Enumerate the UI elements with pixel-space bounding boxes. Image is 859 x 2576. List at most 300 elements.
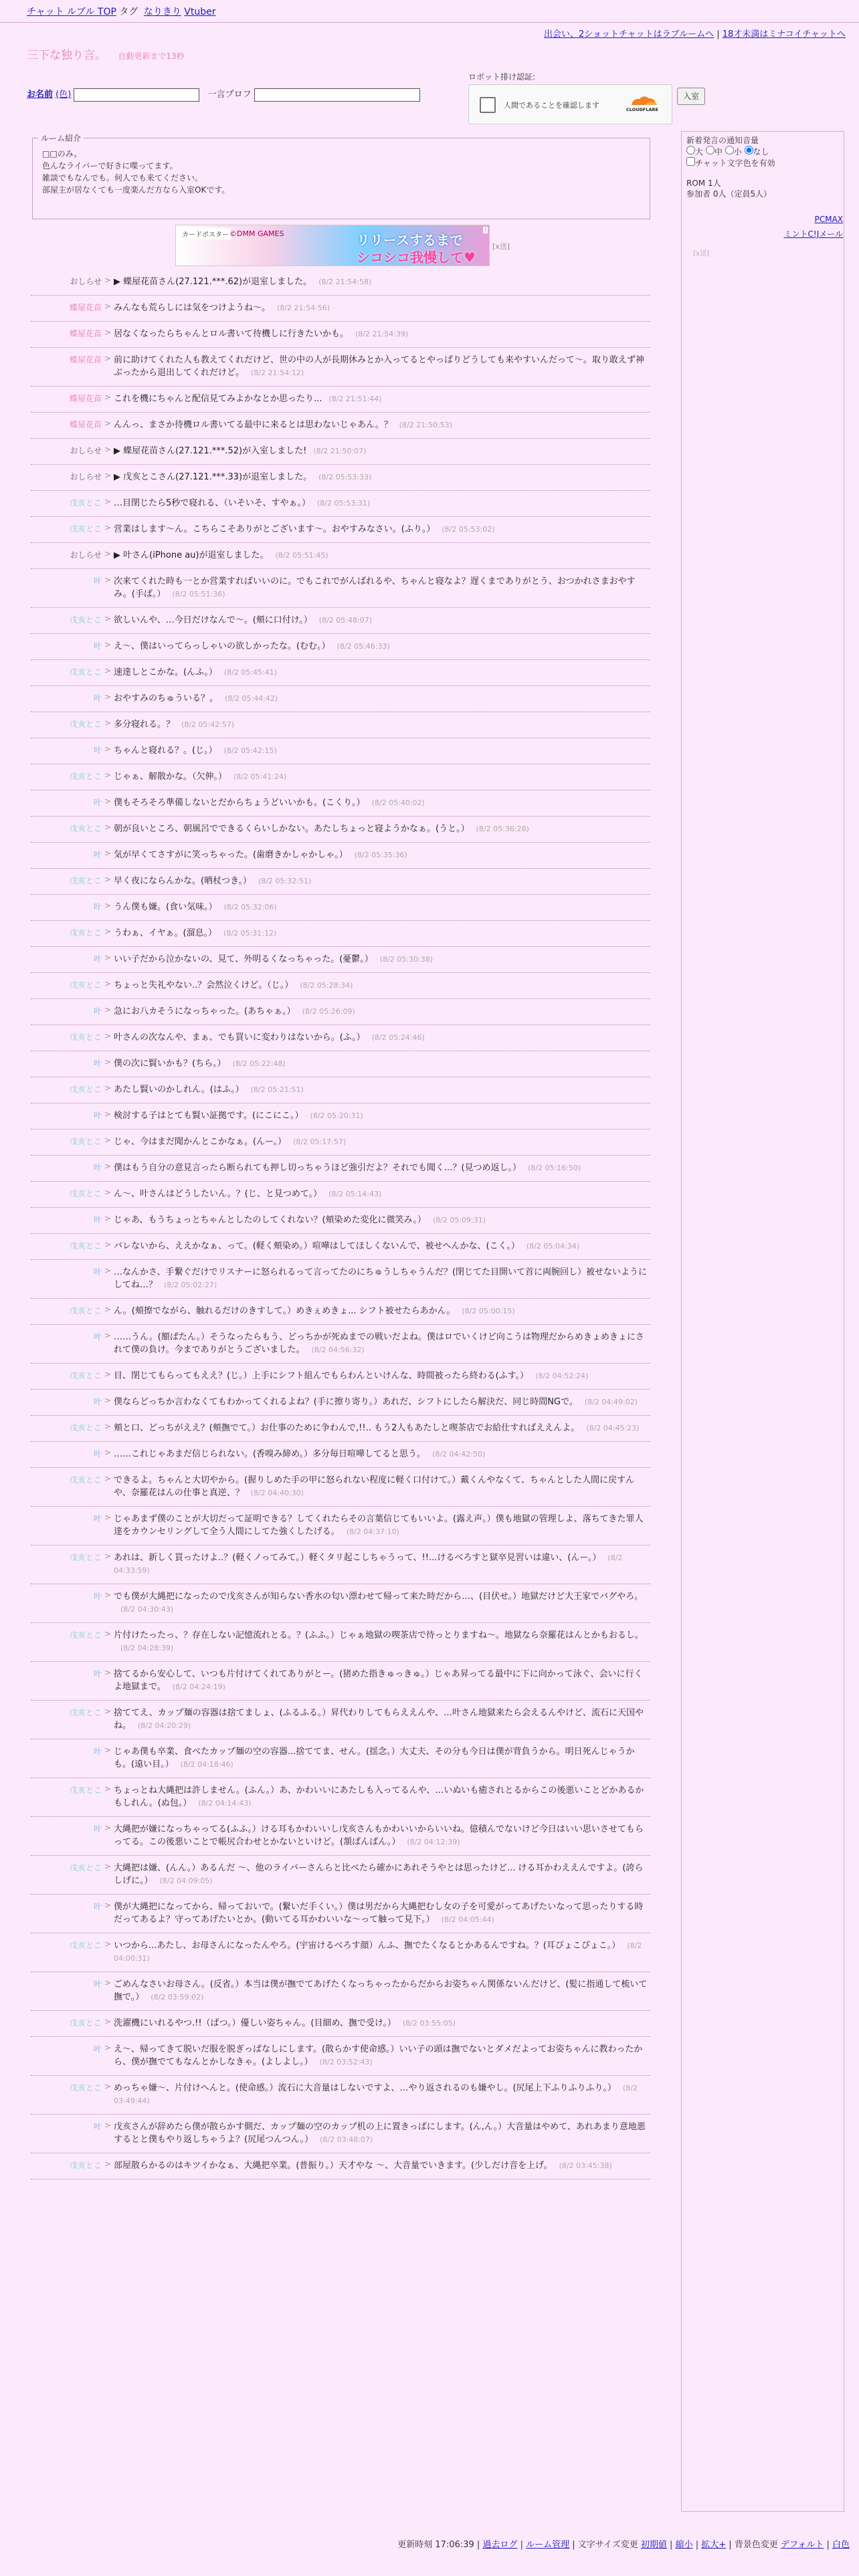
chat-timestamp: (8/2 04:42:50) xyxy=(432,1450,486,1459)
chat-text: ん～、叶さんはどうしたいん。？(じ、と見つめて。） xyxy=(114,1189,322,1199)
chat-text: 目、閉じてもらってもええ？(じ。）上手にシフト組んでもらわんといけんな、時間被ったら終わる(ふす。） xyxy=(114,1371,529,1381)
chat-separator: > xyxy=(104,901,112,910)
chat-row xyxy=(31,491,650,517)
chat-timestamp: (8/2 04:20:29) xyxy=(138,1721,191,1730)
chat-timestamp: (8/2 05:16:50) xyxy=(527,1164,581,1172)
chat-separator: > xyxy=(104,692,112,702)
chat-separator: > xyxy=(104,1162,112,1171)
chat-separator: > xyxy=(104,1590,112,1600)
chat-speaker: 叶 xyxy=(93,1059,102,1068)
chat-timestamp: (8/2 03:48:07) xyxy=(320,2135,373,2144)
chat-speaker: 戊亥とこ xyxy=(69,928,102,938)
chat-separator: > xyxy=(104,1005,112,1014)
chat-text: ……これじゃあまだ信じられない。(香嗅み締め。）多分毎日喧嘩してると思う。 xyxy=(114,1449,426,1459)
chat-speaker: 戊亥とこ xyxy=(69,1241,102,1251)
chat-speaker: 戊亥とこ xyxy=(69,1085,102,1094)
chat-timestamp: (8/2 03:52:43) xyxy=(319,2058,373,2066)
chat-separator: > xyxy=(104,1057,112,1067)
chat-text: あたし賢いのかしれん。(はふ。） xyxy=(114,1085,244,1095)
text-color-checkbox[interactable] xyxy=(686,157,695,166)
chat-text: バレないから、ええかなぁ、って。(軽く頬染め。）喧嘩はしてほしくないんで、被せへんかな、(こく。） xyxy=(114,1241,520,1251)
chat-speaker: 戊亥とこ xyxy=(69,1033,102,1042)
chat-speaker: 叶 xyxy=(93,2122,102,2131)
chat-speaker: 叶 xyxy=(93,1514,102,1523)
chat-separator: > xyxy=(104,549,112,558)
chat-row xyxy=(31,1156,650,1182)
chat-message xyxy=(114,2043,650,2068)
chat-separator: > xyxy=(104,1629,112,1638)
chat-timestamp: (8/2 05:41:24) xyxy=(233,772,287,781)
chat-text: みんなも荒らしには気をつけようね～。 xyxy=(114,303,271,313)
chat-text: 欲しいんや、…今日だけなんで～。(頬に口付け。） xyxy=(114,615,312,625)
chat-message xyxy=(114,1629,650,1654)
chat-separator: > xyxy=(104,1474,112,1483)
chat-separator: > xyxy=(104,875,112,884)
profile-input[interactable] xyxy=(254,88,420,102)
chat-separator: > xyxy=(104,614,112,623)
chat-row xyxy=(31,843,650,869)
chat-text: 次来てくれた時も一とか営業すればいいのに。でもこれでがんばれるや、ちゃんと寝なよ？遅くまでありがとう、おつかれさまおやすみ。(手ぱ。） xyxy=(114,576,636,599)
chat-text: 頬と口、どっちがええ？(頬撫でて。）お仕事のために争わんで,!!.. もう2人もあたしと喫茶店でお給仕すればええんよ。 xyxy=(114,1423,580,1433)
font-size-label: 文字サイズ変更 xyxy=(577,2540,638,2550)
chat-row xyxy=(31,1103,650,1130)
chat-speaker: 叶 xyxy=(93,850,102,859)
chat-text: これを機にちゃんと配信見てみよかなとか思ったり... xyxy=(114,394,322,404)
vol-radio-mid[interactable] xyxy=(706,146,714,154)
chat-speaker: 戊亥とこ xyxy=(69,980,102,990)
chat-speaker: 戊亥とこ xyxy=(69,2161,102,2170)
chat-text: 戊亥さんが辞めたら僕が散らかす側だ、カップ麺の空のカップ机の上に置きっぱにします。(ん,ん。）大音量はやめて、あれあまり意地悪するとと僕もやり返しちゃうよ？(尻尾つんつん。） xyxy=(114,2122,646,2145)
chat-message xyxy=(114,1422,650,1434)
chat-row xyxy=(31,790,650,817)
chat-message xyxy=(114,1005,650,1018)
chat-message xyxy=(114,1448,650,1461)
chat-message xyxy=(114,549,650,562)
chat-row xyxy=(31,2115,650,2153)
chat-message xyxy=(114,614,650,627)
chat-message xyxy=(114,2082,650,2107)
captcha-checkbox[interactable] xyxy=(480,97,496,113)
bg-color-label: 背景色変更 xyxy=(734,2540,778,2550)
chat-speaker: 戊亥とこ xyxy=(69,667,102,677)
chat-message xyxy=(114,692,650,705)
chat-text: でも僕が大縄把になったので戊亥さんが知らない香水の匂い漂わせて帰って来た時だから…、(目伏せ。）地獄だけど大王家でバグやろ。 xyxy=(114,1592,644,1602)
tag-label: タグ xyxy=(119,7,138,17)
chat-row xyxy=(31,1507,650,1545)
chat-timestamp: (8/2 05:45:41) xyxy=(223,668,278,677)
chat-separator: > xyxy=(104,1784,112,1794)
chat-row xyxy=(31,1739,650,1778)
loveroom-link[interactable]: 出会い、2ショットチャットはラブルームへ xyxy=(543,29,714,39)
chat-timestamp: (8/2 05:24:46) xyxy=(371,1033,425,1042)
ad-small-label: カードポスター xyxy=(180,228,231,239)
chat-message xyxy=(114,1823,650,1848)
chat-row xyxy=(31,517,650,543)
chat-speaker: 叶 xyxy=(93,746,102,755)
chat-row xyxy=(31,569,650,608)
mintc-link[interactable]: ミントC!Jメール xyxy=(783,229,843,239)
chat-separator: > xyxy=(104,666,112,675)
chat-row xyxy=(31,947,650,973)
chat-message xyxy=(114,1474,650,1499)
chat-timestamp: (8/2 05:31:12) xyxy=(223,929,277,938)
chat-timestamp: (8/2 03:59:02) xyxy=(151,1993,204,2002)
chat-speaker: 戊亥とこ xyxy=(69,1137,102,1146)
chat-separator: > xyxy=(104,1305,112,1314)
sidebar xyxy=(682,132,843,259)
chat-speaker: 蝶屋花苗 xyxy=(69,303,102,312)
chat-speaker: おしらせ xyxy=(70,550,102,560)
chat-timestamp: (8/2 04:28:39) xyxy=(120,1644,174,1652)
chat-separator: > xyxy=(104,1136,112,1145)
chat-message xyxy=(114,575,650,601)
update-time: 更新時刻 17:06:39 xyxy=(397,2540,474,2550)
tag-link-vtuber[interactable]: Vtuber xyxy=(184,7,216,17)
chat-timestamp: (8/2 03:55:05) xyxy=(402,2019,456,2028)
chat-message xyxy=(114,497,650,510)
chat-separator: > xyxy=(104,1668,112,1677)
chat-row xyxy=(31,322,650,348)
chat-speaker: 叶 xyxy=(93,1747,102,1756)
chat-message xyxy=(114,1240,650,1253)
vol-radio-small[interactable] xyxy=(725,146,734,154)
chat-row xyxy=(31,608,650,634)
chat-speaker: 叶 xyxy=(93,576,102,586)
chat-timestamp: (8/2 21:51:44) xyxy=(328,395,382,403)
chat-speaker: 戊亥とこ xyxy=(69,1630,102,1640)
enter-button[interactable]: 入室 xyxy=(677,88,705,105)
bg-default-link[interactable]: デフォルト xyxy=(780,2540,824,2550)
chat-separator: > xyxy=(104,1266,112,1275)
chat-row xyxy=(31,660,650,686)
chat-speaker: 叶 xyxy=(93,1669,102,1679)
chat-separator: > xyxy=(104,1939,112,1949)
chat-speaker: 叶 xyxy=(93,798,102,807)
chat-message xyxy=(114,1590,650,1616)
chat-speaker: 叶 xyxy=(93,1267,102,1277)
chat-row xyxy=(31,1299,650,1325)
chat-timestamp: (8/2 04:14:43) xyxy=(198,1799,252,1808)
chat-timestamp: (8/2 04:33:59) xyxy=(114,1553,623,1575)
chat-separator: > xyxy=(104,640,112,649)
chat-speaker: 戊亥とこ xyxy=(69,1475,102,1485)
chat-text: 僕が大縄把になってから、帰っておいで。(繋いだ手くい。）僕は男だから大縄把むし女の子を可愛がってあげたいなって思ったりする時だってあるよ？守ってあげたいとか。(動いてる耳かわいいな～って触って見下。） xyxy=(114,1902,644,1925)
chat-speaker: 叶 xyxy=(93,1824,102,1834)
chat-text: ▶ 叶さん(iPhone au)が退室しました。 xyxy=(114,550,269,560)
chat-speaker: 蝶屋花苗 xyxy=(69,420,102,429)
chat-text: ちょっとね大縄把は許しません。(ふん。）あ、かわいいにあたしも入ってるんや、…いぬいも癒されとるからこの後悪いことどかあるかもしれん。(ぬ包。） xyxy=(114,1786,644,1808)
chat-row xyxy=(31,2011,650,2037)
chat-text: 僕もそろそろ準備しないとだからちょうどいいかも。(こくり。） xyxy=(114,798,365,808)
home-link[interactable]: チャット ルブル TOP xyxy=(27,7,116,17)
chat-row xyxy=(31,1442,650,1468)
chat-separator: > xyxy=(104,953,112,962)
chat-timestamp: (8/2 05:21:51) xyxy=(250,1085,304,1094)
volume-options: 大 中 小 なし xyxy=(686,146,839,157)
chat-separator: > xyxy=(104,770,112,780)
chat-row xyxy=(31,1856,650,1895)
chat-message xyxy=(114,718,650,731)
chat-message xyxy=(114,1784,650,1810)
chat-text: 大縄把が嫌になっちゃってる(ふふ。）ける耳もかわいいし戊亥さんもかわいいからいいね。億積んでないけど今日はいい思いさせてもらってる。この後悪いことで帳尻合わせとかないといけど。(頷ぱんぱん。） xyxy=(114,1824,644,1847)
chat-speaker: 叶 xyxy=(93,1449,102,1459)
chat-separator: > xyxy=(104,1862,112,1871)
chat-text: 僕ならどっちか言わなくてもわかってくれるよね？(手に擦り寄り。）あれだ、シフトにしたら解決だ、同じ時間NGで。 xyxy=(114,1397,578,1407)
chat-row xyxy=(31,999,650,1025)
chat-speaker: 戊亥とこ xyxy=(69,1306,102,1315)
chat-timestamp: (8/2 05:46:33) xyxy=(337,642,390,651)
chat-speaker: 戊亥とこ xyxy=(69,720,102,729)
chat-timestamp: (8/2 05:32:51) xyxy=(258,877,312,885)
text-color-label: チャット文字色を有効 xyxy=(695,158,775,168)
chat-message xyxy=(114,1862,650,1887)
chat-message xyxy=(114,1188,650,1200)
chat-text: ごめんなさいお母さん。(反省。）本当は僕が撫でてあげたくなっちゃったからだからお姿ちゃん関係ないんだけど、(髪に指通して梳いて撫で。） xyxy=(114,1979,648,2002)
room-intro xyxy=(32,134,650,219)
chat-timestamp: (8/2 05:36:28) xyxy=(476,825,529,833)
chat-separator: > xyxy=(104,1214,112,1223)
chat-speaker: 叶 xyxy=(93,1592,102,1601)
chat-message xyxy=(114,1551,650,1577)
name-label: お名前 xyxy=(27,90,54,100)
room-manage-link[interactable]: ルーム管理 xyxy=(526,2540,570,2550)
chat-row xyxy=(31,2037,650,2076)
chat-speaker: 叶 xyxy=(93,2044,102,2054)
chat-row xyxy=(31,2076,650,2115)
name-input[interactable] xyxy=(74,88,199,102)
chat-message xyxy=(114,1939,650,1965)
chat-separator: > xyxy=(104,1448,112,1457)
chat-row xyxy=(31,270,650,296)
chat-separator: > xyxy=(104,523,112,532)
chat-text: ん。(頬擦でながら、触れるだけのきすして。）めきぇめきょ... シフト被せたらあかん。 xyxy=(114,1306,456,1316)
chat-timestamp: (8/2 21:50:53) xyxy=(399,421,452,429)
ad-banner[interactable] xyxy=(175,225,490,266)
font-initial-link[interactable]: 初期値 xyxy=(640,2540,667,2550)
chat-speaker: 戊亥とこ xyxy=(69,2018,102,2028)
side-ad-label[interactable]: [x送] xyxy=(693,250,709,257)
chat-text: 片付けたったっ、？存在しない記憶流れとる。？(ふふ。）じゃぁ地獄の喫茶店で待っとりますね～。地獄なら奈羅花はんとかもおるし。 xyxy=(114,1630,644,1640)
chat-text: ▶ 蝶屋花苗さん(27.121.***.62)が退室しました。 xyxy=(114,277,312,287)
chat-speaker: 叶 xyxy=(93,693,102,703)
chat-message xyxy=(114,1370,650,1382)
chat-row xyxy=(31,1325,650,1364)
entry-form xyxy=(27,87,420,102)
chat-message xyxy=(114,1707,650,1732)
chat-text: ちゃんと寝れる？。(じ。） xyxy=(114,746,217,756)
vol-radio-none[interactable] xyxy=(745,146,753,154)
chat-text: 僕はもう自分の意見言ったら断られても押し切っちゃうほど強引だよ？それでも聞く...？(見つめ返し。） xyxy=(114,1163,521,1173)
chat-timestamp: (8/2 04:00:31) xyxy=(114,1941,642,1963)
chat-row xyxy=(31,348,650,387)
chat-row xyxy=(31,1817,650,1856)
chat-speaker: 戊亥とこ xyxy=(69,524,102,534)
chat-row xyxy=(31,1972,650,2011)
chat-text: いつから...あたし、お母さんになったんやろ。(宇宙けるべろす顔）んふ、撫でたくなるとかあるんですね。？(耳ぴょこぴょこ。） xyxy=(114,1941,621,1951)
chat-timestamp: (8/2 04:05:44) xyxy=(441,1915,494,1924)
chat-timestamp: (8/2 04:37:10) xyxy=(346,1527,399,1536)
chat-separator: > xyxy=(104,823,112,832)
captcha-brand: CLOUDFLARE xyxy=(626,107,658,112)
chat-separator: > xyxy=(104,354,112,363)
chat-speaker: 戊亥とこ xyxy=(69,1786,102,1795)
chat-row xyxy=(31,1662,650,1701)
chat-text: あれは、新しく買ったけよ..？(軽くノってみて。）軽くタリ起こしちゃうって、!!...けるべろすと獄卒見習いは違い、(んー。） xyxy=(114,1553,601,1563)
captcha-widget[interactable] xyxy=(468,84,672,124)
room-title-row xyxy=(27,45,185,62)
notify-title: 新着発言の通知音量 xyxy=(686,136,759,145)
chat-separator: > xyxy=(104,445,112,454)
chat-timestamp: (8/2 21:54:12) xyxy=(251,368,304,377)
chat-timestamp: (8/2 04:30:43) xyxy=(120,1605,174,1614)
chat-timestamp: (8/2 05:53:31) xyxy=(317,499,371,508)
chat-timestamp: (8/2 05:51:36) xyxy=(172,590,225,599)
chat-row xyxy=(31,1584,650,1623)
chat-row xyxy=(31,1390,650,1416)
chat-separator: > xyxy=(104,1823,112,1832)
chat-speaker: 戊亥とこ xyxy=(69,1708,102,1717)
chat-speaker: 蝶屋花苗 xyxy=(69,329,102,338)
chat-message xyxy=(114,1162,650,1174)
chat-text: 部屋散らかるのはキツイかなぁ、大縄把卒業。(普振り。）天才やな ～、大音量でいきます。(少しだけ音を上げ。 xyxy=(114,2161,553,2171)
chat-message xyxy=(114,1057,650,1070)
chat-message xyxy=(114,354,650,379)
chat-row xyxy=(31,921,650,947)
chat-text: え〜、僕はいってらっしゃいの欲しかったな。(むむ。） xyxy=(114,641,330,651)
chat-text: 気が早くてさすがに笑っちゃった。(歯磨きかしゃかしゃ。） xyxy=(114,850,348,860)
chat-message xyxy=(114,1214,650,1226)
chat-text: 叶さんの次なんや、まぁ、でも買いに変わりはないから。(ふ。） xyxy=(114,1033,365,1043)
chat-text: 居なくなったらちゃんとロル書いて待機しに行きたいかも。 xyxy=(114,329,349,339)
chat-speaker: おしらせ xyxy=(70,472,102,481)
chat-speaker: 蝶屋花苗 xyxy=(69,394,102,403)
chat-text: ……うん。(額ぱたん。）そうなったらもう、どっちかが死ぬまでの戦いだよね。僕はロでいくけど向こうは物理だからめきょめきょにされて僕の負け。今までありがとうございました。 xyxy=(114,1332,644,1355)
chat-row xyxy=(31,543,650,569)
chat-timestamp: (8/2 05:42:57) xyxy=(181,720,235,729)
chat-separator: > xyxy=(104,1188,112,1197)
chat-speaker: 叶 xyxy=(93,1397,102,1406)
chat-separator: > xyxy=(104,328,112,337)
chat-timestamp: (8/2 21:54:56) xyxy=(277,304,330,312)
chat-timestamp: (8/2 05:02:27) xyxy=(164,1281,217,1289)
room-intro-legend: ルーム紹介 xyxy=(38,132,84,144)
footer: 更新時刻 17:06:39 | 過去ログ | ルーム管理 | 文字サイズ変更 初期値 | 縮小 | 拡大+ | 背景色変更 デフォルト | 白色 xyxy=(397,2540,850,2550)
chat-separator: > xyxy=(104,718,112,728)
color-link[interactable]: (色) xyxy=(56,90,72,100)
chat-separator: > xyxy=(104,575,112,584)
chat-message xyxy=(114,1305,650,1317)
chat-row xyxy=(31,1208,650,1234)
pcmax-link[interactable]: PCMAX xyxy=(814,215,843,224)
font-big-link[interactable]: 拡大+ xyxy=(701,2540,727,2550)
chat-row xyxy=(31,895,650,921)
bg-white-link[interactable]: 白色 xyxy=(832,2540,850,2550)
chat-message xyxy=(114,523,650,536)
chat-row xyxy=(31,764,650,790)
ad-label[interactable]: [x送] xyxy=(492,242,510,251)
chat-timestamp: (8/2 03:49:44) xyxy=(114,2084,638,2105)
chat-text: じゃ、今はまだ聞かんとこかなぁ。(んー。） xyxy=(114,1137,287,1147)
chat-row xyxy=(31,686,650,712)
chat-separator: > xyxy=(104,1745,112,1755)
chat-timestamp: (8/2 21:54:58) xyxy=(318,278,372,286)
chat-speaker: 叶 xyxy=(93,1006,102,1016)
chat-text: え～、帰ってきて脱いだ服を脱ぎっぱなしにします。(散らかす使命感。）いい子の頭は撫でないとダメだよってお姿ちゃんに教わったから、僕が撫でてもなんとかしなきゃ。(よしよし。） xyxy=(114,2044,643,2067)
chat-speaker: 叶 xyxy=(93,1215,102,1224)
chat-speaker: 戊亥とこ xyxy=(69,772,102,781)
chat-text: んんっ、まさか待機ロル書いてる最中に来るとは思わないじゃあん。？ xyxy=(114,420,393,430)
chat-message xyxy=(114,445,650,457)
chat-timestamp: (8/2 05:51:45) xyxy=(275,551,328,560)
vol-radio-large[interactable] xyxy=(686,146,695,154)
profile-label: 一言プロフ xyxy=(207,90,252,100)
chat-message xyxy=(114,901,650,914)
cloudflare-logo xyxy=(622,93,662,114)
chat-text: 前に助けてくれた人も教えてくれだけど、世の中の人が長期休みとか入ってるとやっぱりどうしても来やすいんだって～。取り敢えず神ぶったから退出してくれだけど。 xyxy=(114,355,645,378)
chat-message xyxy=(114,1745,650,1771)
chat-separator: > xyxy=(104,2043,112,2052)
font-small-link[interactable]: 縮小 xyxy=(675,2540,693,2550)
chat-timestamp: (8/2 05:42:15) xyxy=(223,746,277,755)
auto-update-countdown: 自動更新まで13秒 xyxy=(118,51,185,61)
chat-separator: > xyxy=(104,1031,112,1041)
chat-speaker: 戊亥とこ xyxy=(69,1941,102,1950)
tag-link-narikiri[interactable]: なりきり xyxy=(143,7,181,17)
past-log-link[interactable]: 過去ログ xyxy=(482,2540,518,2550)
chat-separator: > xyxy=(104,1513,112,1522)
chat-text: 速達しとこかな。(んふ。） xyxy=(114,667,217,677)
chat-message xyxy=(114,419,650,431)
chat-message xyxy=(114,393,650,405)
chat-text: めっちゃ嫌～、片付けへんと。(使命感。）流石に大音量はしないですよ、…やり返されるのも嫌やし。(尻尾上下ふりふりふり。） xyxy=(114,2083,617,2093)
captcha-label: ロボット排け認証: xyxy=(468,72,536,82)
chat-separator: > xyxy=(104,1396,112,1405)
chat-separator: > xyxy=(104,393,112,402)
captcha-text: 人間であることを確認します xyxy=(504,101,599,110)
chat-timestamp: (8/2 04:12:39) xyxy=(407,1838,460,1846)
ad-tag: ©DMM GAMES xyxy=(229,229,284,238)
minakoi-link[interactable]: 18才未満はミナコイチャットへ xyxy=(722,29,846,39)
chat-row xyxy=(31,1130,650,1156)
chat-message xyxy=(114,927,650,940)
chat-message xyxy=(114,2017,650,2030)
chat-timestamp: (8/2 04:52:24) xyxy=(535,1372,589,1380)
chat-timestamp: (8/2 05:32:06) xyxy=(223,903,277,911)
ad-headline: リリースするまで xyxy=(357,232,463,248)
chat-row xyxy=(31,1468,650,1507)
ad-info-icon[interactable]: i xyxy=(484,227,486,233)
chat-timestamp: (8/2 05:48:07) xyxy=(318,616,372,625)
chat-message xyxy=(114,1266,650,1291)
chat-timestamp: (8/2 04:45:23) xyxy=(586,1424,640,1432)
chat-row xyxy=(31,1025,650,1051)
chat-timestamp: (8/2 05:09:31) xyxy=(432,1216,486,1224)
chat-speaker: 戊亥とこ xyxy=(69,498,102,508)
chat-speaker: 叶 xyxy=(93,641,102,651)
chat-timestamp: (8/2 05:04:34) xyxy=(526,1242,580,1251)
chat-message xyxy=(114,471,650,484)
chat-text: 早く夜にならんかな。(晒杖つき。） xyxy=(114,876,252,886)
chat-row xyxy=(31,1933,650,1972)
chat-message xyxy=(114,849,650,861)
chat-row xyxy=(31,387,650,413)
chat-text: いい子だから泣かないの、見て、外明るくなっちゃった。(憂鬱。） xyxy=(114,954,373,964)
chat-speaker: 叶 xyxy=(93,1979,102,1989)
chat-message xyxy=(114,1513,650,1538)
chat-message xyxy=(114,1668,650,1693)
chat-text: じゃぁ、解散かな。（欠伸。） xyxy=(114,772,227,782)
chat-timestamp: (8/2 21:50:07) xyxy=(313,447,367,455)
